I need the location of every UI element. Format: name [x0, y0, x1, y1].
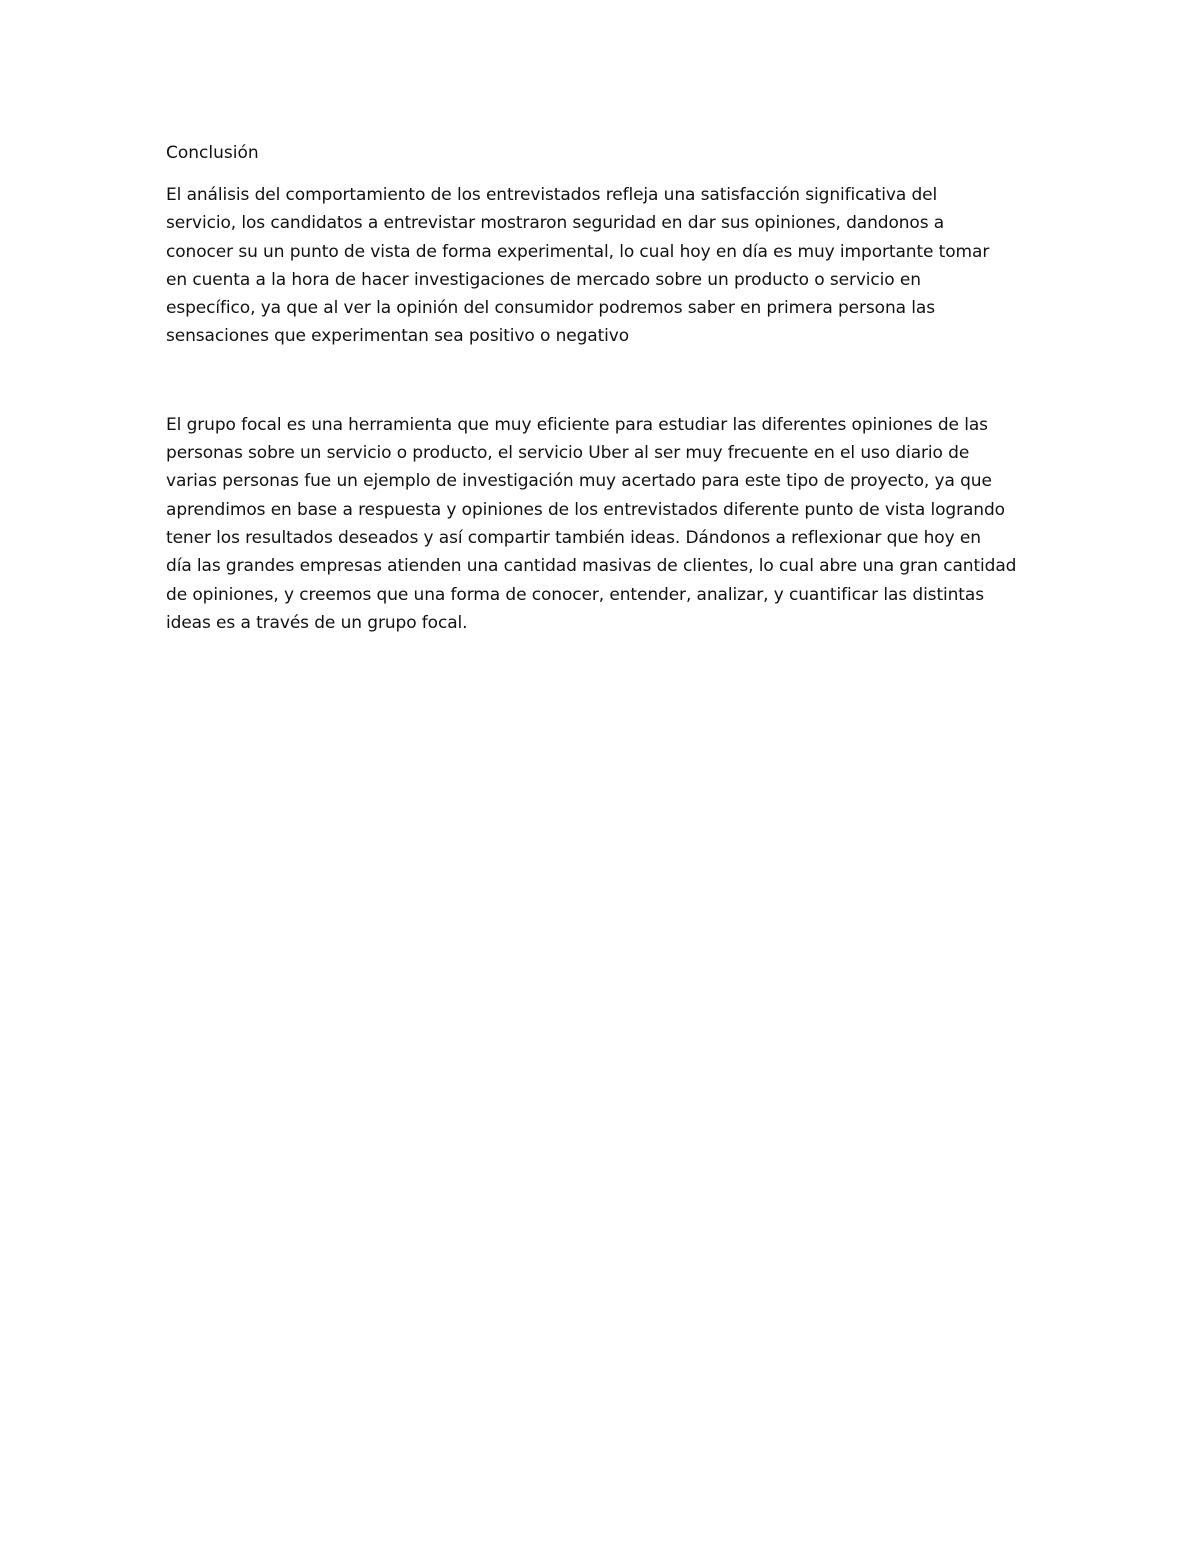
paragraph-line: El grupo focal es una herramienta que muy eficiente para estudiar las diferentes opiniones de las	[166, 414, 988, 435]
document-heading: Conclusión	[166, 143, 259, 163]
paragraph-line: aprendimos en base a respuesta y opiniones de los entrevistados diferente punto de vista logrando	[166, 499, 1005, 520]
paragraph-conclusion-2	[166, 411, 1036, 637]
paragraph-line: varias personas fue un ejemplo de investigación muy acertado para este tipo de proyecto, ya que	[166, 471, 992, 492]
paragraph-line: personas sobre un servicio o producto, el servicio Uber al ser muy frecuente en el uso diario de	[166, 443, 970, 464]
paragraph-line: en cuenta a la hora de hacer investigaciones de mercado sobre un producto o servicio en	[166, 269, 921, 290]
document-body	[166, 139, 1036, 637]
paragraph-line: ideas es a través de un grupo focal.	[166, 612, 468, 633]
paragraph-line: El análisis del comportamiento de los entrevistados refleja una satisfacción significativa del	[166, 185, 938, 205]
paragraph-line: servicio, los candidatos a entrevistar mostraron seguridad en dar sus opiniones, dandonos a	[166, 213, 945, 234]
paragraph-line: día las grandes empresas atienden una cantidad masivas de clientes, lo cual abre una gran cantidad	[166, 556, 1017, 577]
paragraph-conclusion-1	[166, 181, 1036, 351]
paragraph-line: de opiniones, y creemos que una forma de conocer, entender, analizar, y cuantificar las distintas	[166, 584, 984, 605]
paragraph-line: conocer su un punto de vista de forma experimental, lo cual hoy en día es muy importante tomar	[166, 241, 990, 262]
paragraph-line: específico, ya que al ver la opinión del consumidor podremos saber en primera persona las	[166, 298, 935, 319]
paragraph-line: tener los resultados deseados y así compartir también ideas. Dándonos a reflexionar que hoy en	[166, 527, 981, 548]
paragraph-line: sensaciones que experimentan sea positivo o negativo	[166, 326, 630, 347]
